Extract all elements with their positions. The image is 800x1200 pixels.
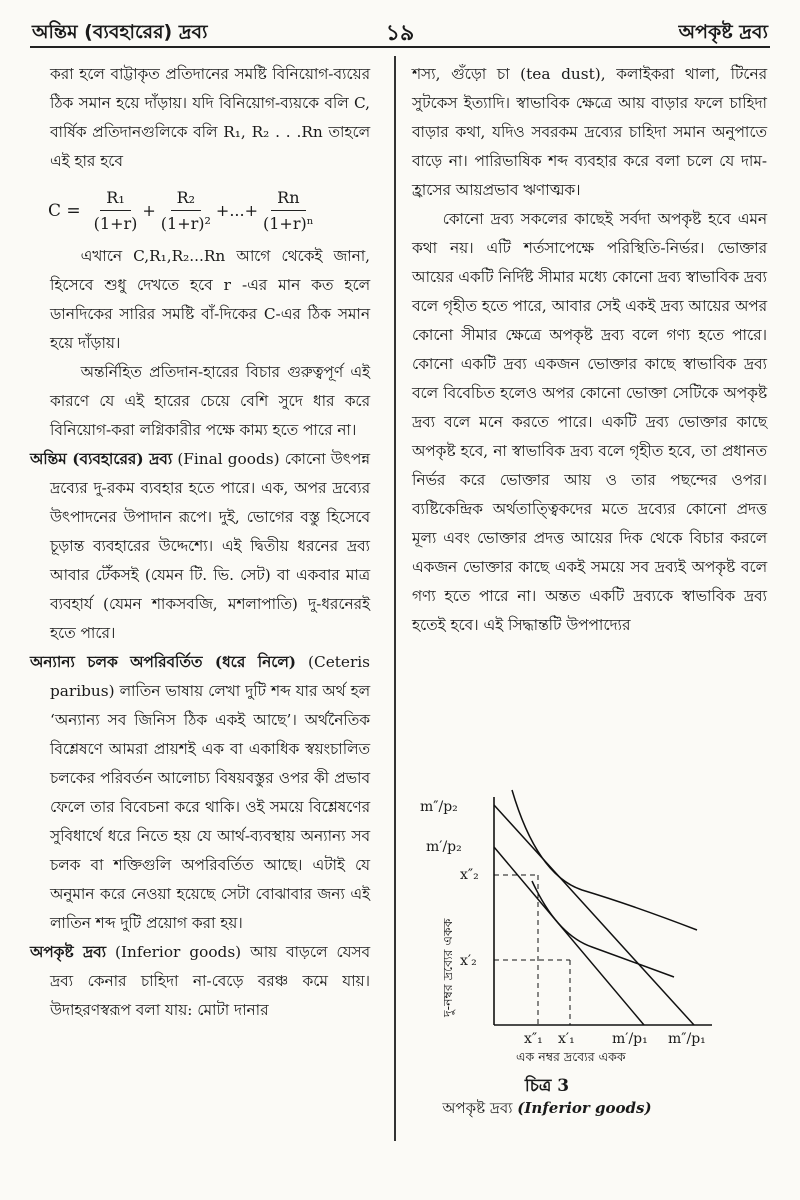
entry-body: আয় বাড়লে যেসব দ্রব্য কেনার চাহিদা না-বেড়ে বরঞ্চ কমে যায়। উদাহরণস্বরূপ বলা যায়: মোটা দানার	[50, 943, 370, 1019]
entry-body: কোনো উৎপন্ন দ্রব্যের দু-রকম ব্যবহার হতে পারে। এক, অপর দ্রব্যের উৎপাদনের উপাদান রূপে। দুই, ভোগের বস্তু হিসেবে চূড়ান্ত ব্যবহারের উদ্দেশ্যে। এই দ্বিতীয় ধরনের দ্রব্য আবার টেঁকসই (যেমন টি. ভি. সেট) বা একবার মাত্র ব্যবহার্য (যেমন শাকসবজি, মশলাপাতি) দু-ধরনেরই হতে পারে।	[50, 450, 370, 642]
right-column	[412, 60, 767, 640]
budget-line-outer	[494, 805, 694, 1025]
caption-bengali: অপকৃষ্ট দ্রব্য	[442, 1099, 513, 1117]
formula-term-1-den: (1+r)	[93, 214, 138, 233]
entry-body: লাতিন ভাষায় লেখা দুটি শব্দ যার অর্থ হল ‘অন্যান্য সব জিনিস ঠিক একই আছে’। অর্থনৈতিক বিশ্লেষণে আমরা প্রায়শই এক বা একাধিক স্বয়ংচালিত চলকের পরিবর্তন আলোচ্য বিষয়বস্তুর ওপর কী প্রভাব ফেলে তার বিবেচনা করে থাকি। ওই সময়ে বিশ্লেষণের সুবিধার্থে ধরে নিতে হয় যে আর্থ-ব্যবস্থায় অন্যান্য সব চলক বা শক্তিগুলি অপরিবর্তিত আছে। এটাই যে অনুমান করে নেওয়া হয়েছে সেটা বোঝাবার জন্য এই লাতিন শব্দ দুটি প্রয়োগ করা হয়।	[50, 682, 370, 932]
indifference-curve-high	[512, 790, 697, 930]
indifference-curve-low	[532, 881, 674, 977]
formula-term-2-num: R₂	[171, 188, 201, 211]
entry-english: (Final goods)	[172, 450, 280, 468]
page-number: ১৯	[385, 21, 415, 46]
label-x2p: x′₂	[460, 953, 477, 969]
entry-english: (Ceteris paribus)	[50, 653, 371, 700]
entry-english: (Inferior goods)	[106, 943, 242, 961]
budget-line-inner	[494, 847, 644, 1025]
label-m2p-p2: m′/p₂	[426, 839, 462, 855]
figure-number: চিত্র 3	[524, 1076, 570, 1096]
formula-term-3-den: (1+r)ⁿ	[263, 214, 314, 233]
header-left-title: অন্তিম (ব্যবহারের) দ্রব্য	[32, 21, 208, 43]
figure-caption	[412, 1097, 682, 1122]
paragraph-explanation: এখানে C,R₁,R₂...Rn আগে থেকেই জানা, হিসেবে শুধু দেখতে হবে r -এর মান কত হলে ডানদিকের সারির সমষ্টি বাঁ-দিকের C-এর ঠিক সমান হয়ে দাঁড়ায়।	[50, 247, 370, 352]
formula-plus-1: +	[142, 201, 156, 220]
irr-formula	[48, 188, 370, 234]
glossary-entry-ceteris-paribus	[30, 648, 370, 938]
running-header	[30, 10, 770, 48]
formula-term-2	[161, 188, 211, 234]
left-column	[30, 60, 370, 1025]
glossary-entry-final-goods	[30, 445, 370, 648]
glossary-entry-inferior-goods	[30, 938, 370, 1025]
label-m1pp-p1: m″/p₁	[668, 1031, 706, 1047]
formula-term-2-den: (1+r)²	[160, 214, 211, 233]
paragraph-importance: অন্তর্নিহিত প্রতিদান-হারের বিচার গুরুত্বপূর্ণ এই কারণে যে এই হারের চেয়ে বেশি সুদে ধার করে বিনিয়োগ-করা লগ্নিকারীর পক্ষে কাম্য হতে পারে না।	[50, 363, 370, 439]
formula-term-1-num: R₁	[100, 188, 130, 211]
label-m2pp-p2: m″/p₂	[420, 799, 458, 815]
label-x2pp: x″₂	[460, 867, 479, 883]
formula-term-3	[263, 188, 314, 234]
paragraph-continued: করা হলে বাট্টাকৃত প্রতিদানের সমষ্টি বিনিয়োগ-ব্যয়ের ঠিক সমান হয়ে দাঁড়ায়। যদি বিনিয়োগ-ব্যয়কে বলি C, বার্ষিক প্রতিদানগুলিকে বলি R₁, R₂ . . .Rn তাহলে এই হার হবে	[50, 65, 370, 170]
label-x1pp: x″₁	[524, 1031, 543, 1047]
label-m1p-p1: m′/p₁	[612, 1031, 648, 1047]
formula-term-3-num: Rn	[271, 188, 305, 211]
entry-term: অপকৃষ্ট দ্রব্য	[30, 943, 107, 961]
entry-term: অন্তিম (ব্যবহারের) দ্রব্য	[30, 450, 173, 468]
formula-term-1	[94, 188, 138, 234]
formula-lhs: C =	[48, 201, 81, 221]
x-axis-title: এক নম্বর দ্রব্যের একক	[516, 1049, 626, 1064]
indifference-diagram	[412, 785, 767, 1065]
label-x1p: x′₁	[558, 1031, 575, 1047]
paragraph-continued-right: শস্য, গুঁড়ো চা (tea dust), কলাইকরা থালা, টিনের সুটকেস ইত্যাদি। স্বাভাবিক ক্ষেত্রে আয় বাড়ার ফলে চাহিদা বাড়ার কথা, যদিও সবরকম দ্রব্যের চাহিদা সমান অনুপাতে বাড়ে না। পারিভাষিক শব্দ ব্যবহার করে বলা চলে যে দাম-হ্রাসের আয়প্রভাব ঋণাত্মক।	[412, 65, 767, 199]
header-right-title: অপকৃষ্ট দ্রব্য	[678, 21, 768, 43]
formula-plus-2: +...+	[215, 201, 258, 220]
entry-term: অন্যান্য চলক অপরিবর্তিত (ধরে নিলে)	[30, 653, 297, 671]
column-divider	[394, 56, 396, 1141]
caption-english: (Inferior goods)	[517, 1099, 652, 1117]
y-axis-title: দু-নম্বর দ্রব্যের একক	[440, 918, 455, 1017]
paragraph-conditional: কোনো দ্রব্য সকলের কাছেই সর্বদা অপকৃষ্ট হবে এমন কথা নয়। এটি শর্তসাপেক্ষে পরিস্থিতি-নির্ভর। ভোক্তার আয়ের একটি নির্দিষ্ট সীমার মধ্যে কোনো দ্রব্য স্বাভাবিক দ্রব্য বলে গৃহীত হতে পারে, আবার সেই একই দ্রব্য আয়ের অপর কোনো সীমার ক্ষেত্রে অপকৃষ্ট দ্রব্য বলে গণ্য হতে পারে। কোনো একটি দ্রব্য একজন ভোক্তার কাছে স্বাভাবিক দ্রব্য বলে বিবেচিত হলেও অপর কোনো ভোক্তা সেটিকে অপকৃষ্ট দ্রব্য বলে মনে করতে পারে। একটি দ্রব্য ভোক্তার কাছে অপকৃষ্ট হবে, না স্বাভাবিক দ্রব্য বলে গৃহীত হবে, তা প্রধানত নির্ভর করে ভোক্তার আয় ও তার পছন্দের ওপর। ব্যষ্টিকেন্দ্রিক অর্থতাত্ত্বিকদের মতে দ্রব্যের কোনো প্রদত্ত মূল্য এবং ভোক্তার প্রদত্ত আয়ের দিক থেকে বিচার করলে একজন ভোক্তার কাছে একই সময়ে সব দ্রব্যই অপকৃষ্ট বলে গণ্য হতে পারে না। অন্তত একটি দ্রব্যকে স্বাভাবিক দ্রব্য হতেই হবে। এই সিদ্ধান্তটি উপপাদ্যের	[412, 210, 767, 634]
